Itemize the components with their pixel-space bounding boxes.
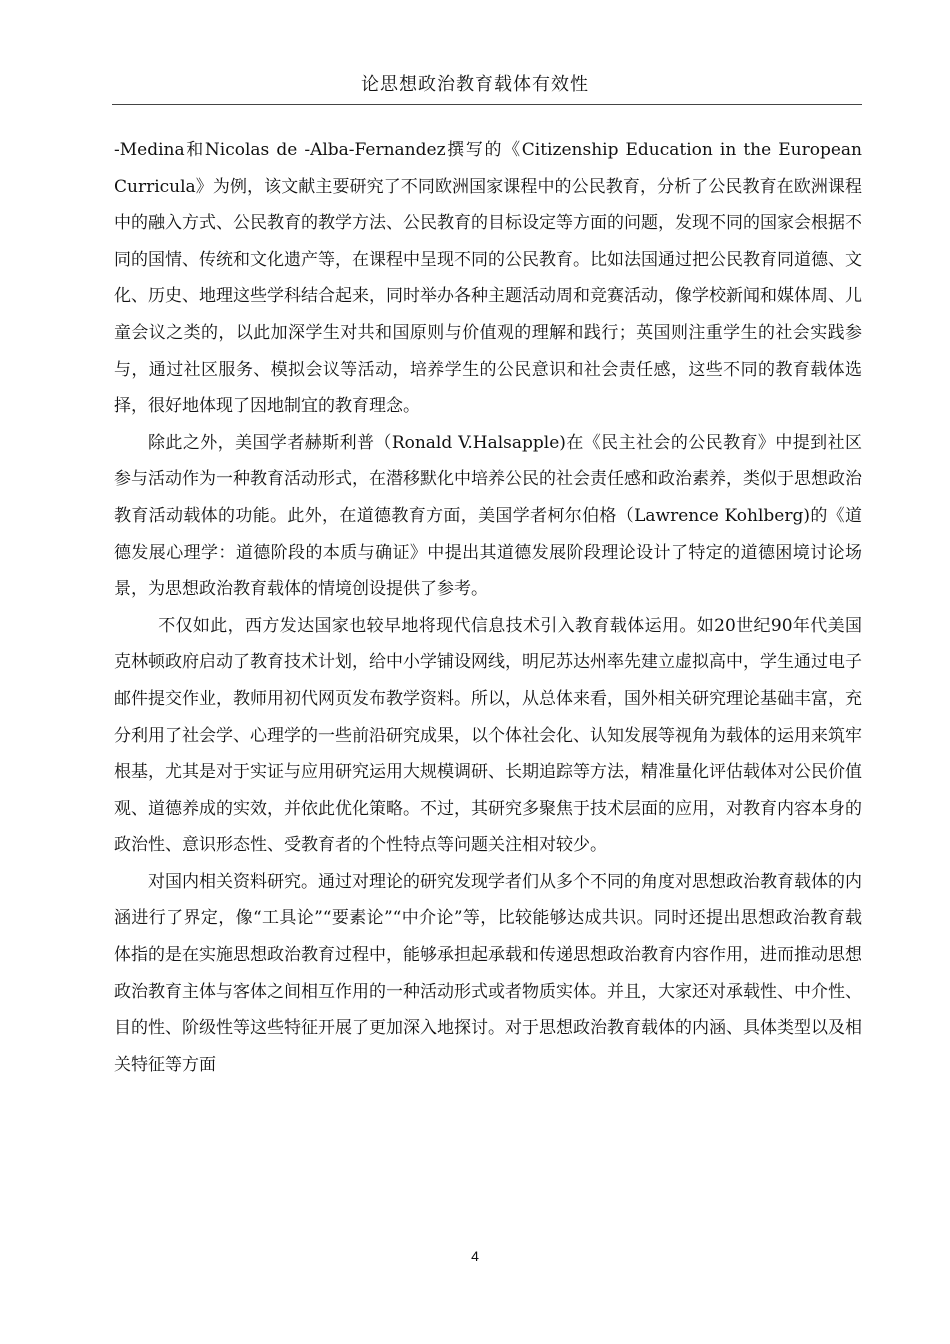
page-number: 4 [471,1248,479,1264]
paragraph-1: -Medina和Nicolas de -Alba-Fernandez撰写的《Citizenship Education in the European Curricula》为例，该文献主要研究了不同欧洲国家课程中的公民教育，分析了公民教育在欧洲课程中的融入方式、公民教育的教学方法、公民教育的目标设定等方面的问题，发现不同的国家会根据不同的国情、传统和文化遗产等，在课程中呈现不同的公民教育。比如法国通过把公民教育同道德、文化、历史、地理这些学科结合起来，同时举办各种主题活动周和竞赛活动，像学校新闻和媒体周、儿童会议之类的，以此加深学生对共和国原则与价值观的理解和践行；英国则注重学生的社会实践参与，通过社区服务、模拟会议等活动，培养学生的公民意识和社会责任感，这些不同的教育载体选择，很好地体现了因地制宜的教育理念。 [114,140,862,417]
running-header-title: 论思想政治教育载体有效性 [361,74,589,95]
paragraph-4: 对国内相关资料研究。通过对理论的研究发现学者们从多个不同的角度对思想政治教育载体的内涵进行了界定，像“工具论”“要素论”“中介论”等，比较能够达成共识。同时还提出思想政治教育载体指的是在实施思想政治教育过程中，能够承担起承载和传递思想政治教育内容作用，进而推动思想政治教育主体与客体之间相互作用的一种活动形式或者物质实体。并且，大家还对承载性、中介性、目的性、阶级性等这些特征开展了更加深入地探讨。对于思想政治教育载体的内涵、具体类型以及相关特征等方面 [114,871,862,1075]
paragraph-2: 除此之外，美国学者赫斯利普（Ronald V.Halsapple)在《民主社会的公民教育》中提到社区参与活动作为一种教育活动形式，在潜移默化中培养公民的社会责任感和政治素养，类似于思想政治教育活动载体的功能。此外，在道德教育方面，美国学者柯尔伯格（Lawrence Kohlberg)的《道德发展心理学：道德阶段的本质与确证》中提出其道德发展阶段理论设计了特定的道德困境讨论场景，为思想政治教育载体的情境创设提供了参考。 [114,432,862,600]
body-text [114,132,862,1083]
paragraph-3: 不仅如此，西方发达国家也较早地将现代信息技术引入教育载体运用。如20世纪90年代美国克林顿政府启动了教育技术计划，给中小学铺设网线，明尼苏达州率先建立虚拟高中，学生通过电子邮件提交作业，教师用初代网页发布教学资料。所以，从总体来看，国外相关研究理论基础丰富，充分利用了社会学、心理学的一些前沿研究成果，以个体社会化、认知发展等视角为载体的运用来筑牢根基，尤其是对于实证与应用研究运用大规模调研、长期追踪等方法，精准量化评估载体对公民价值观、道德养成的实效，并依此优化策略。不过，其研究多聚焦于技术层面的应用，对教育内容本身的政治性、意识形态性、受教育者的个性特点等问题关注相对较少。 [114,615,862,856]
header-divider [112,104,862,105]
